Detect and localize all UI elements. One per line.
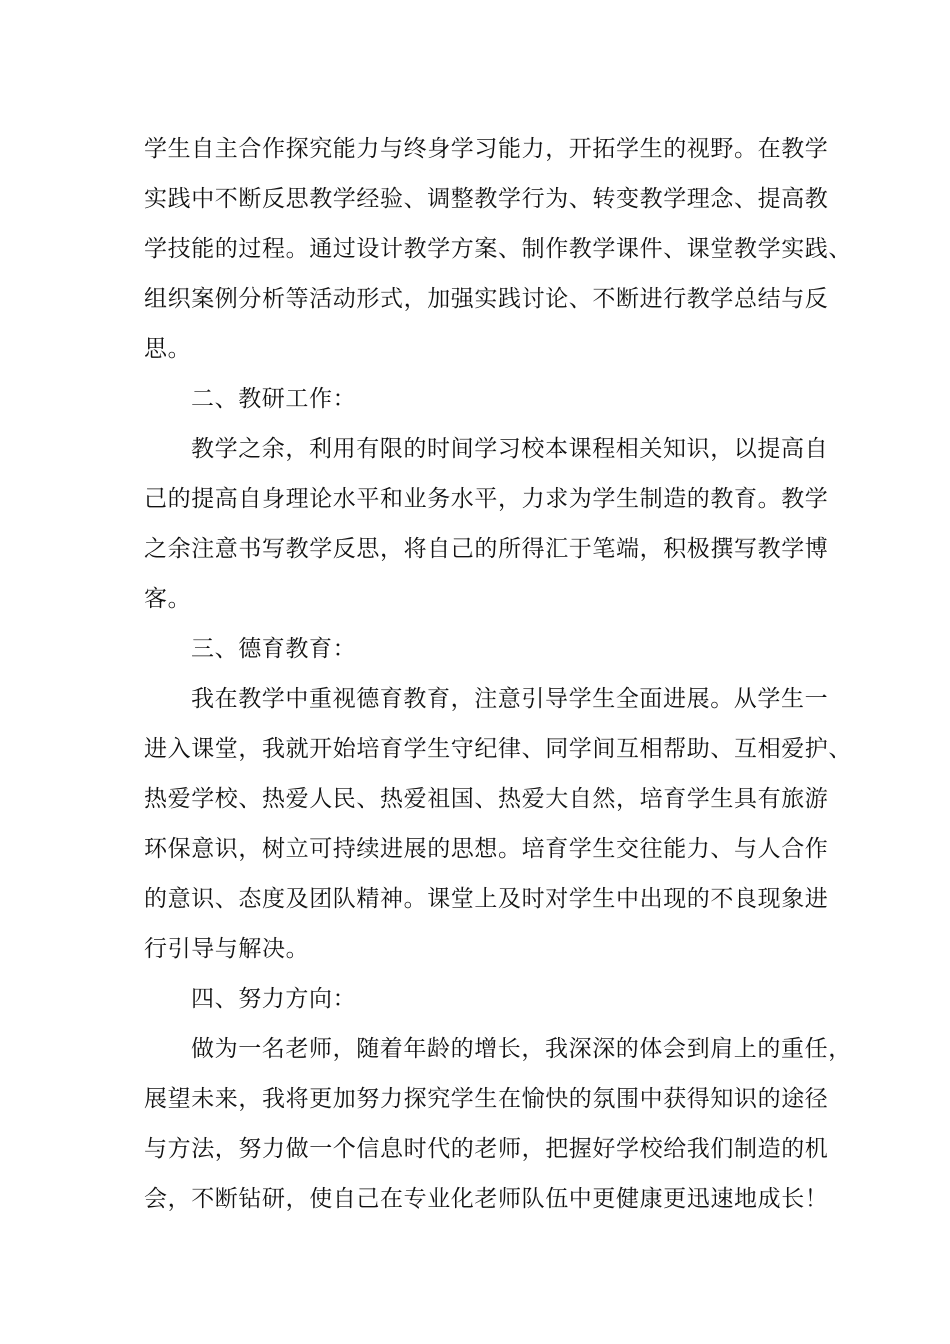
body-text-line: 之余注意书写教学反思，将自己的所得汇于笔端，积极撰写教学博 [144, 536, 829, 562]
section-heading-research: 二、教研工作： [191, 386, 357, 412]
body-text-line: 的意识、态度及团队精神。课堂上及时对学生中出现的不良现象进 [144, 886, 829, 912]
body-text-line: 展望未来，我将更加努力探究学生在愉快的氛围中获得知识的途径 [144, 1086, 829, 1112]
body-text-line: 学生自主合作探究能力与终身学习能力，开拓学生的视野。在教学 [144, 136, 829, 162]
body-text-line: 客。 [144, 586, 192, 612]
body-text-line: 环保意识，树立可持续进展的思想。培育学生交往能力、与人合作 [144, 836, 829, 862]
body-text-line: 做为一名老师，随着年龄的增长，我深深的体会到肩上的重任， [191, 1036, 852, 1062]
body-text-line: 教学之余，利用有限的时间学习校本课程相关知识，以提高自 [191, 436, 829, 462]
body-text-line: 与方法，努力做一个信息时代的老师，把握好学校给我们制造的机 [144, 1136, 829, 1162]
body-text-line: 我在教学中重视德育教育，注意引导学生全面进展。从学生一 [191, 686, 829, 712]
body-text-line: 行引导与解决。 [144, 936, 310, 962]
section-heading-direction: 四、努力方向： [191, 986, 357, 1012]
body-text-line: 实践中不断反思教学经验、调整教学行为、转变教学理念、提高教 [144, 186, 829, 212]
body-text-line: 学技能的过程。通过设计教学方案、制作教学课件、课堂教学实践、 [144, 236, 852, 262]
body-text-line: 组织案例分析等活动形式，加强实践讨论、不断进行教学总结与反 [144, 286, 829, 312]
body-text-line: 思。 [144, 336, 192, 362]
body-text-line: 热爱学校、热爱人民、热爱祖国、热爱大自然，培育学生具有旅游 [144, 786, 829, 812]
section-heading-moral-education: 三、德育教育： [191, 636, 357, 662]
body-text-line: 会，不断钻研，使自己在专业化老师队伍中更健康更迅速地成长！ [144, 1186, 829, 1212]
body-text-line: 进入课堂，我就开始培育学生守纪律、同学间互相帮助、互相爱护、 [144, 736, 852, 762]
body-text-line: 己的提高自身理论水平和业务水平，力求为学生制造的教育。教学 [144, 486, 829, 512]
document-body [144, 124, 852, 1224]
